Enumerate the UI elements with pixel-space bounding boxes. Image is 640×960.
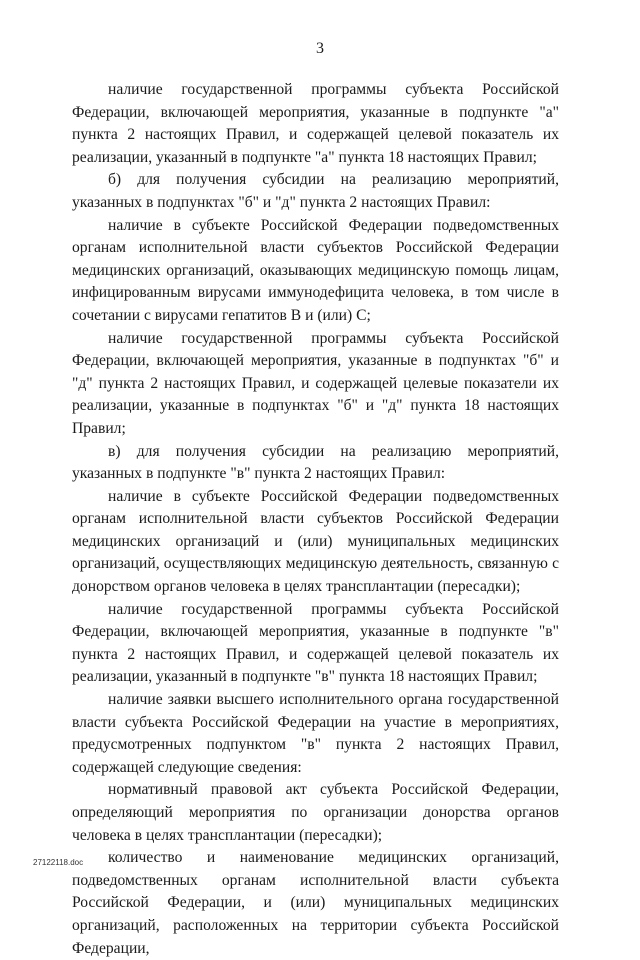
paragraph: наличие государственной программы субъекта Российской Федерации, включающей мероприятия, указанные в подпунктах "б" и "д" пункта 2 настоящих Правил, и содержащей целевые показатели их реализации, указанные в подпунктах "б" и "д" пункта 18 настоящих Правил;	[72, 329, 559, 437]
footer-filename: 27122118.doc	[33, 858, 84, 867]
paragraph: наличие государственной программы субъекта Российской Федерации, включающей мероприятия, указанные в подпункте "в" пункта 2 настоящих Правил, и содержащей целевой показатель их реализации, указанный в подпункте "в" пункта 18 настоящих Правил;	[72, 600, 559, 686]
paragraph: наличие заявки высшего исполнительного органа государственной власти субъекта Российской Федерации на участие в мероприятиях, предусмотренных подпунктом "в" пункта 2 настоящих Правил, содержащей следующие сведения:	[72, 691, 559, 776]
paragraph: наличие государственной программы субъекта Российской Федерации, включающей мероприятия, указанные в подпункте "а" пункта 2 настоящих Правил, и содержащей целевой показатель их реализации, указанный в подпункте "а" пункта 18 настоящих Правил;	[72, 81, 559, 166]
document-body	[72, 79, 559, 960]
paragraph: в) для получения субсидии на реализацию мероприятий, указанных в подпункте "в" пункта 2 настоящих Правил:	[72, 442, 559, 483]
paragraph: наличие в субъекте Российской Федерации подведомственных органам исполнительной власти субъектов Российской Федерации медицинских организаций, оказывающих медицинскую помощь лицам, инфицированным вирусами иммунодефицита человека, в том числе в сочетании с вирусами гепатитов B и (или) C;	[72, 216, 559, 324]
paragraph: нормативный правовой акт субъекта Российской Федерации, определяющий мероприятия по организации донорства органов человека в целях трансплантации (пересадки);	[72, 781, 559, 844]
paragraph: наличие в субъекте Российской Федерации подведомственных органам исполнительной власти субъектов Российской Федерации медицинских организаций и (или) муниципальных медицинских организаций, осуществляющих медицинскую деятельность, связанную с донорством органов человека в целях трансплантации (пересадки);	[72, 487, 559, 596]
paragraph: б) для получения субсидии на реализацию мероприятий, указанных в подпунктах "б" и "д" пункта 2 настоящих Правил:	[72, 171, 559, 211]
page-number: 3	[316, 40, 324, 57]
paragraph: количество и наименование медицинских организаций, подведомственных органам исполнительной власти субъекта Российской Федерации, и (или) муниципальных медицинских организаций, расположенных на территории субъекта Российской Федерации,	[72, 849, 559, 957]
